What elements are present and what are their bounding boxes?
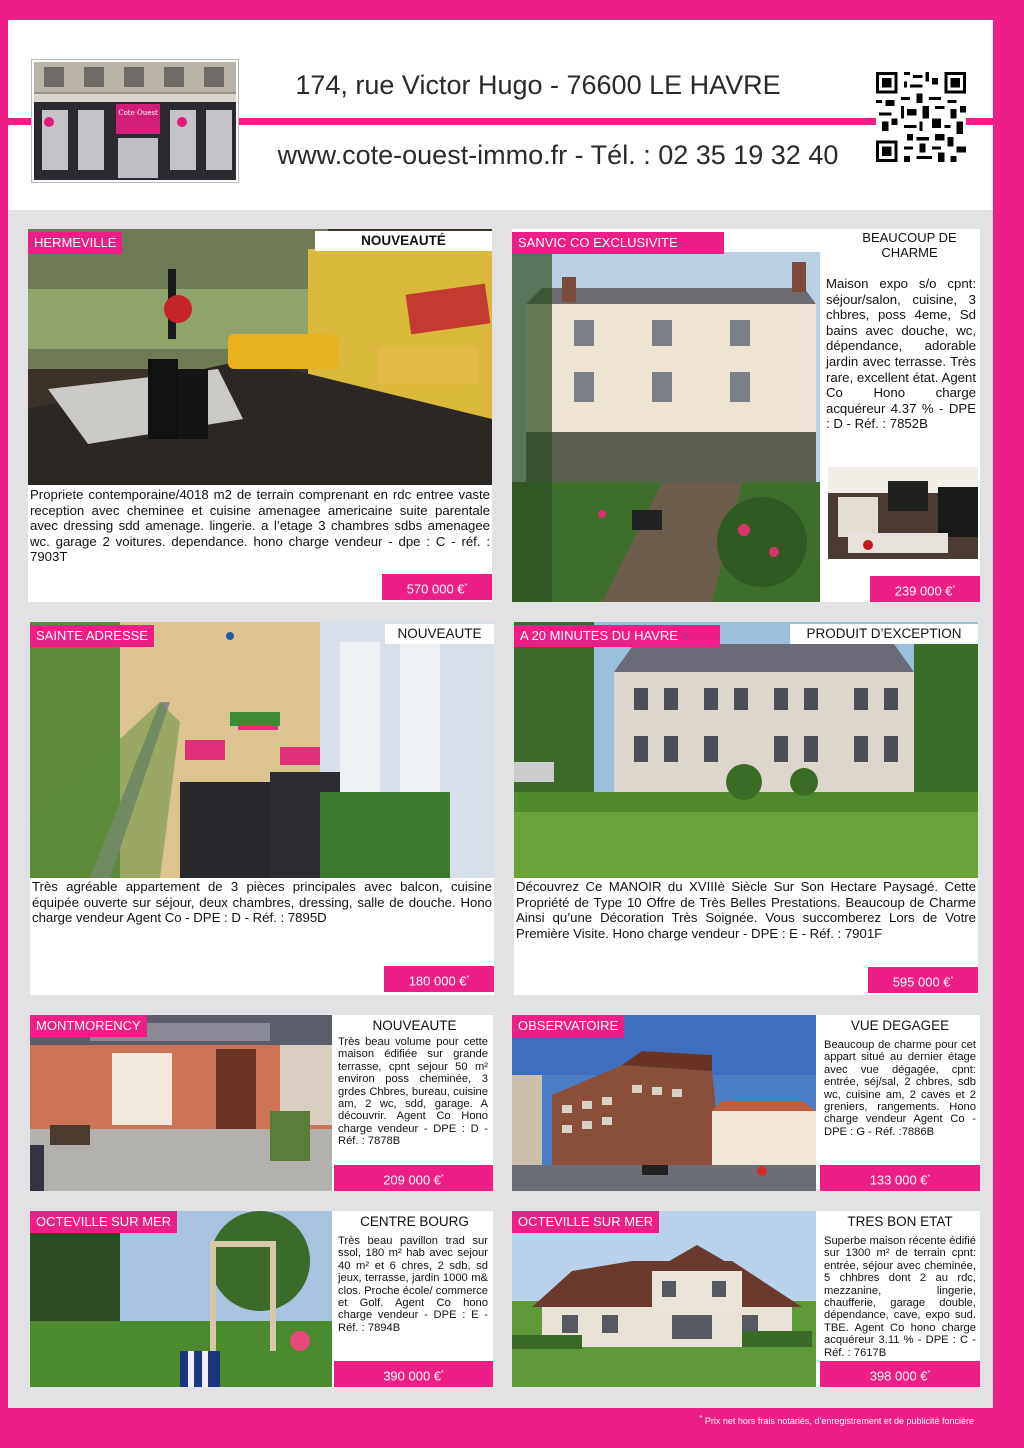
listing-headline: VUE DEGAGEE	[820, 1018, 980, 1034]
price-footnote	[640, 1413, 974, 1426]
listing-location-label: SANVIC CO EXCLUSIVITE	[512, 232, 724, 254]
listing-photo	[30, 622, 494, 878]
listing-headline: PRODUIT D’EXCEPTION	[790, 624, 978, 644]
listing-price: 209 000 €*	[334, 1165, 493, 1191]
listing-location-label: SAINTE ADRESSE	[30, 625, 154, 647]
price-value: 398 000 €	[869, 1368, 928, 1384]
listing-photo	[30, 1211, 332, 1387]
price-value: 570 000 €	[406, 581, 465, 597]
listing-price: 180 000 €*	[384, 966, 494, 992]
listing-price: 398 000 €*	[820, 1361, 980, 1387]
listing-price: 570 000 €*	[382, 574, 492, 600]
storefront-sign: Cote Ouest	[118, 109, 158, 117]
price-value: 595 000 €	[892, 974, 951, 990]
listing-description: Très beau volume pour cette maison édifiée sur grande terrasse, cpnt sejour 50 m² environ poss cheminée, 3 grdes Chbres, bureau, cuisine am, 2 wc, sdd, garage. A découvrir. Agent Co Hono charge vendeur - DPE : D - Réf. : 7878B	[338, 1036, 488, 1148]
listing-location-label: OBSERVATOIRE	[512, 1015, 624, 1037]
listing-location-label: HERMEVILLE	[28, 232, 122, 254]
footnote-text: Prix net hors frais notariés, d’enregistrement et de publicité foncière	[704, 1416, 974, 1426]
agency-address: 174, rue Victor Hugo - 76600 LE HAVRE	[295, 70, 781, 100]
price-value: 209 000 €	[383, 1172, 442, 1188]
listing-card-sainte-adresse[interactable]	[30, 622, 494, 995]
agency-website-phone[interactable]: www.cote-ouest-immo.fr - Tél. : 02 35 19 32 40	[277, 140, 839, 170]
price-value: 180 000 €	[408, 973, 467, 989]
listing-card-sanvic[interactable]	[512, 229, 980, 602]
listing-description: Découvrez Ce MANOIR du XVIIIè Siècle Sur Son Hectare Paysagé. Cette Propriété de Type 10 Offre de Très Belles Prestations. Beaucoup de Charme Ainsi qu’une Décoration Très Soignée. Vous succomberez Lors de Votre Première Visite. Hono charge vendeur - DPE : E - Réf. : 7901F	[516, 879, 976, 941]
price-value: 390 000 €	[383, 1368, 442, 1384]
listing-description: Superbe maison récente édifié sur 1300 m² de terrain cpnt: entrée, séjour avec cheminée, 5 chhbres dont 2 au rdc, mezzanine, lingerie, chaufferie, garage double, dépendance, cave, expo sud. TBE. Agent Co hono charge acquéreur 3.11 % - DPE : C - Réf. : 7617B	[824, 1235, 976, 1359]
listing-photo-kitchen	[828, 467, 978, 559]
price-value: 133 000 €	[869, 1172, 928, 1188]
listing-description: Très agréable appartement de 3 pièces principales avec balcon, cuisine équipée ouverte sur séjour, deux chambres, dressing, salle de douche. Hono charge vendeur Agent Co - DPE : D - Réf. : 7895D	[32, 879, 492, 926]
listing-photo	[28, 229, 492, 485]
listing-photo	[512, 1015, 816, 1191]
listing-headline: NOUVEAUTÉ	[315, 231, 492, 251]
listing-location-label: A 20 MINUTES DU HAVRE	[514, 625, 720, 647]
listing-headline: NOUVEAUTE	[336, 1018, 493, 1034]
listing-price: 239 000 €*	[870, 576, 980, 602]
listing-card-octeville-centre-bourg[interactable]	[30, 1211, 493, 1387]
listing-description: Maison expo s/o cpnt: séjour/salon, cuisine, 3 chbres, poss 4eme, Sd bains avec douche, wc, dépendance, adorable jardin avec terrasse. Très rare, excellent état. Agent Co Hono charge acquéreur 4.37 % - DPE : D - Réf. : 7852B	[826, 276, 976, 432]
listing-card-hermeville[interactable]	[28, 229, 492, 602]
listing-location-label: OCTEVILLE SUR MER	[30, 1211, 177, 1233]
listing-location-label: MONTMORENCY	[30, 1015, 147, 1037]
agency-storefront-photo	[32, 60, 238, 182]
brochure-page	[8, 20, 993, 1408]
listing-headline: TRES BON ETAT	[820, 1214, 980, 1230]
listing-price: 390 000 €*	[334, 1361, 493, 1387]
listing-card-manoir[interactable]	[514, 622, 978, 995]
listing-headline: BEAUCOUP DE CHARME	[839, 230, 980, 258]
listing-description: Très beau pavillon trad sur ssol, 180 m² hab avec sejour 40 m² et 6 chres, 2 sdb, sd jeux, terrasse, jardin 1000 m& clos. Proche école/ commerce et Golf. Agent Co hono charge vendeur - DPE : E - Réf. : 7894B	[338, 1235, 488, 1334]
listing-headline: CENTRE BOURG	[336, 1214, 493, 1230]
footnote-mark: *	[699, 1413, 703, 1422]
listing-card-observatoire[interactable]	[512, 1015, 980, 1191]
listing-photo	[512, 252, 820, 602]
listing-headline: NOUVEAUTE	[385, 624, 494, 644]
listing-card-montmorency[interactable]	[30, 1015, 493, 1191]
listing-photo	[30, 1015, 332, 1191]
listing-description: Beaucoup de charme pour cet appart situé au dernier étage avec vue dégagée, cpnt: entrée, séj/sal, 2 chbres, sdb wc, cuisine am, 2 caves et 2 greniers, rangements. Hono charge vendeur Agent Co - DPE : G - Réf. :7886B	[824, 1039, 976, 1138]
listing-photo	[514, 622, 978, 878]
listing-location-label: OCTEVILLE SUR MER	[512, 1211, 659, 1233]
price-value: 239 000 €	[894, 583, 953, 599]
listing-price: 133 000 €*	[820, 1165, 980, 1191]
listing-photo	[512, 1211, 816, 1387]
listing-description: Propriete contemporaine/4018 m2 de terrain comprenant en rdc entree vaste reception avec cheminee et cuisine amenagee americaine suite parentale avec dressing sdd amenage. lingerie. a l’etage 3 chambres sdbs amenagee wc. garage 2 voitures. dependance. hono charge vendeur - dpe : C - réf. : 7903T	[30, 487, 490, 565]
listing-price: 595 000 €*	[868, 967, 978, 993]
listing-card-octeville-tres-bon-etat[interactable]	[512, 1211, 980, 1387]
qr-code-icon[interactable]	[876, 72, 966, 162]
